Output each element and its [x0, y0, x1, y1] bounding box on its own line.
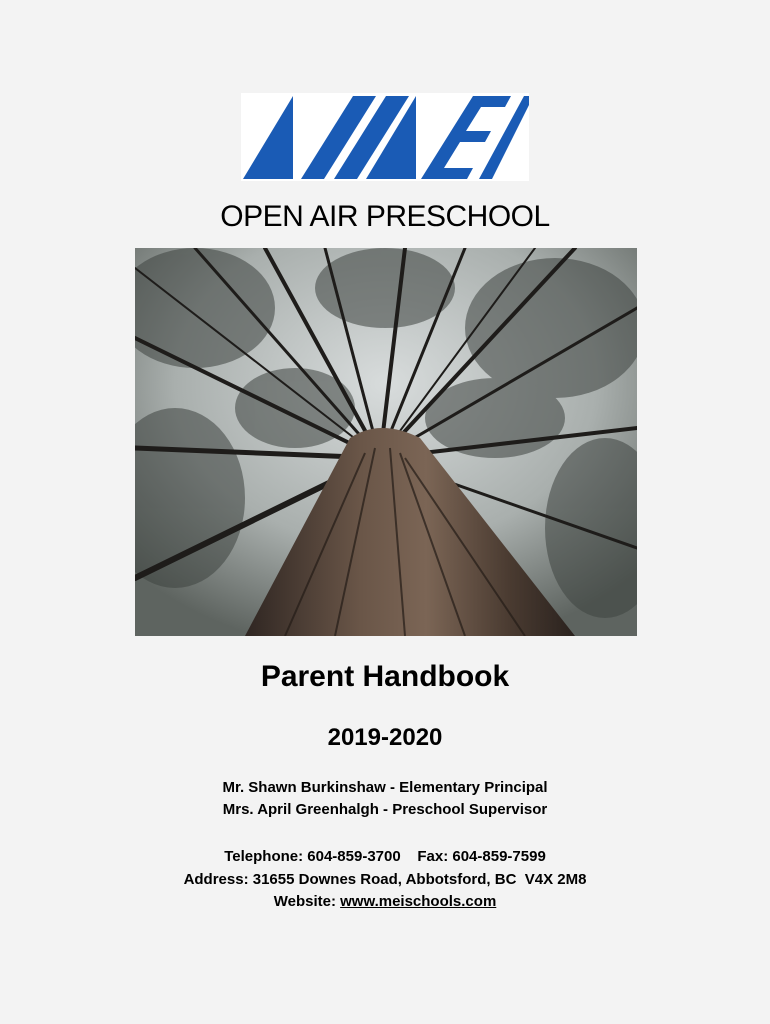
supervisor-line: Mrs. April Greenhalgh - Preschool Supervisor	[222, 801, 548, 818]
website-link[interactable]: www.meischools.com	[340, 893, 497, 910]
handbook-title: Parent Handbook	[260, 660, 510, 693]
phone-fax-line: Telephone: 604-859-3700 Fax: 604-859-7599	[224, 848, 546, 865]
address-line: Address: 31655 Downes Road, Abbotsford, BC V4X 2M8	[183, 871, 587, 888]
mei-logo-graphic	[241, 93, 529, 181]
principal-line: Mr. Shawn Burkinshaw - Elementary Principal	[222, 779, 548, 796]
website-label: Website:	[273, 893, 341, 910]
tree-photo-graphic	[135, 248, 637, 636]
school-year: 2019-2020	[327, 724, 443, 751]
school-name-heading: OPEN AIR PRESCHOOL	[220, 200, 550, 233]
school-logo	[241, 93, 529, 181]
website-line	[0, 893, 770, 910]
tree-photo	[135, 248, 637, 636]
